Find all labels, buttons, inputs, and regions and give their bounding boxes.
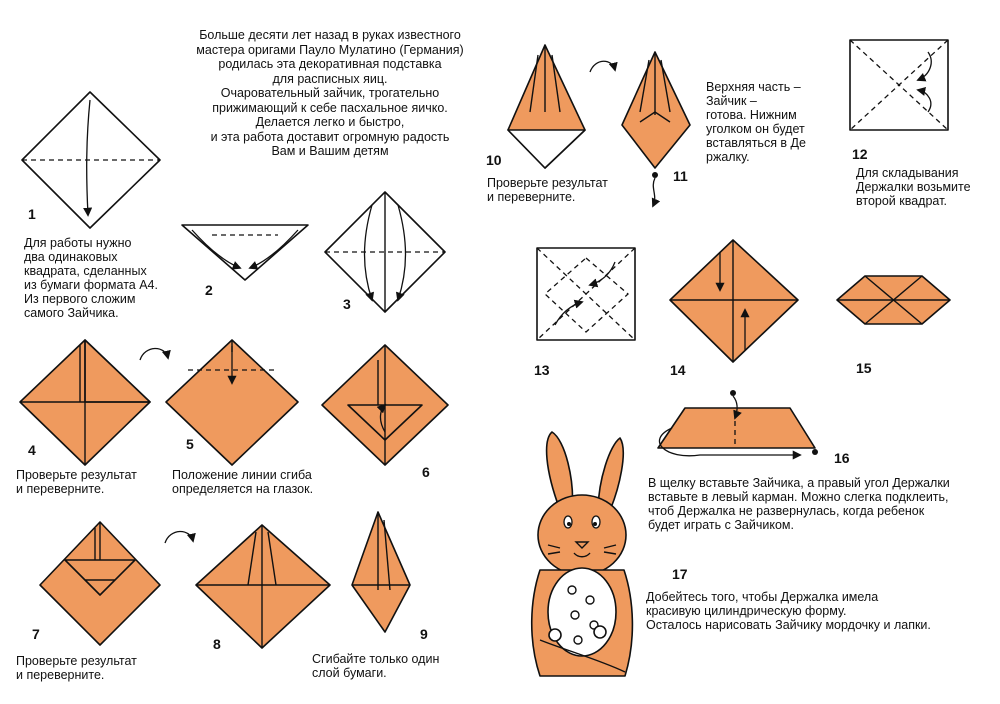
step-3-figure <box>325 192 445 312</box>
step-9-figure <box>352 512 410 632</box>
intro-line: прижимающий к себе пасхальное яичко. <box>212 100 448 115</box>
intro-line: Делается легко и быстро, <box>255 115 405 129</box>
intro-line: Вам и Вашим детям <box>271 144 389 158</box>
step-17-bunny-figure <box>532 432 633 676</box>
intro-line: родилась эта декоративная подставка <box>218 57 442 71</box>
step-12-figure <box>850 40 948 130</box>
step-4-figure <box>20 340 150 465</box>
turn-over-arrow-3 <box>590 61 615 72</box>
step-6-figure <box>322 345 448 465</box>
intro-text <box>150 28 510 159</box>
step-1-figure <box>22 92 160 228</box>
step-number: 14 <box>670 362 686 378</box>
caption-step-17: Добейтесь того, чтобы Держалка имела красивую цилиндрическую форму. Осталось нарисовать Зайчику мордочку и лапки. <box>646 590 931 632</box>
step-number: 10 <box>486 152 502 168</box>
step-number: 2 <box>205 282 213 298</box>
step-number: 8 <box>213 636 221 652</box>
caption-step-11: Верхняя часть – Зайчик – готова. Нижним уголком он будет вставляться в Де ржалку. <box>706 80 806 164</box>
step-14-figure <box>670 240 798 362</box>
step-number: 7 <box>32 626 40 642</box>
caption-step-1: Для работы нужно два одинаковых квадрата, сделанных из бумаги формата А4. Из первого сложим самого Зайчика. <box>24 236 158 320</box>
step-16-figure <box>658 390 818 456</box>
step-number: 3 <box>343 296 351 312</box>
step-13-figure <box>537 248 635 340</box>
step-number: 11 <box>673 168 688 184</box>
step-number: 4 <box>28 442 36 458</box>
step-15-figure <box>837 276 950 324</box>
intro-line: и эта работа доставит огромную радость <box>210 129 450 144</box>
step-number: 5 <box>186 436 194 452</box>
caption-step-4: Проверьте результат и переверните. <box>16 468 137 496</box>
step-number: 17 <box>672 566 688 582</box>
caption-step-9: Сгибайте только один слой бумаги. <box>312 652 440 680</box>
caption-step-5: Положение линии сгиба определяется на глазок. <box>172 468 314 496</box>
step-number: 15 <box>856 360 872 376</box>
caption-step-7: Проверьте результат и переверните. <box>16 654 137 682</box>
step-7-figure <box>40 522 160 645</box>
step-number: 16 <box>834 450 850 466</box>
step-10-figure <box>508 45 585 168</box>
step-number: 12 <box>852 146 868 162</box>
intro-line: для расписных яиц. <box>272 71 388 86</box>
step-number: 6 <box>422 464 430 480</box>
caption-step-12: Для складывания Держалки возьмите второй квадрат. <box>856 166 971 208</box>
intro-line: мастера оригами Пауло Мулатино (Германия) <box>196 42 464 57</box>
turn-over-arrow-1 <box>140 348 168 360</box>
intro-line: Больше десяти лет назад в руках известного <box>199 28 461 42</box>
step-number: 13 <box>534 362 550 378</box>
step-2-figure <box>182 225 308 280</box>
step-8-figure <box>196 525 330 648</box>
step-number: 1 <box>28 206 36 222</box>
intro-line: Очаровательный зайчик, трогательно <box>220 86 440 100</box>
caption-step-16: В щелку вставьте Зайчика, а правый угол Держалки вставьте в левый карман. Можно слегка подклеить, чтоб Держалка не развернулась, когда ребенок будет играть с Зайчиком. <box>648 476 950 532</box>
step-number: 9 <box>420 626 428 642</box>
caption-step-10: Проверьте результат и переверните. <box>487 176 608 204</box>
turn-over-arrow-2 <box>165 531 193 543</box>
